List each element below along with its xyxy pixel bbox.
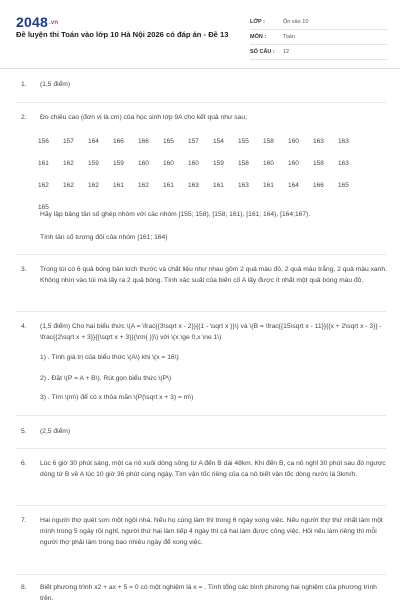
task-text: Tính tần số tương đối của nhóm [161; 164) <box>40 234 168 241</box>
table-cell: 165 <box>38 203 49 211</box>
logo-text: 2048 <box>16 14 48 30</box>
table-cell: 160 <box>288 159 299 167</box>
table-cell: 163 <box>338 137 349 145</box>
question-number: 8. <box>21 584 27 591</box>
table-cell: 158 <box>313 159 324 167</box>
meta-key: MÔN : <box>250 34 267 40</box>
header-divider <box>0 68 400 69</box>
divider <box>16 415 386 416</box>
divider <box>16 574 386 575</box>
table-cell: 166 <box>138 137 149 145</box>
meta-value: 12 <box>283 49 290 55</box>
table-cell: 165 <box>338 181 349 189</box>
question-number: 4. <box>21 323 27 330</box>
meta-key: SỐ CÂU : <box>250 49 275 55</box>
meta-row-count <box>250 45 388 60</box>
table-cell: 155 <box>238 137 249 145</box>
table-cell: 154 <box>213 137 224 145</box>
divider <box>16 254 386 255</box>
table-cell: 164 <box>288 181 299 189</box>
table-cell: 162 <box>88 181 99 189</box>
table-cell: 162 <box>63 159 74 167</box>
table-cell: 161 <box>113 181 124 189</box>
table-cell: 163 <box>313 137 324 145</box>
logo-suffix: .vn <box>48 20 59 27</box>
table-cell: 158 <box>238 159 249 167</box>
height-data-table <box>38 130 363 218</box>
part-text: 3) . Tìm \(m\) để có x thỏa mãn \(P(\sqrt x + 3) = m\) <box>40 394 194 401</box>
table-cell: 157 <box>63 137 74 145</box>
table-row <box>38 152 363 174</box>
question-text: Hai người thợ quét sơn một ngôi nhà. Nếu họ cùng làm thì trong 6 ngày xong việc. Nếu người thợ thứ nhất làm một mình trong 5 ngày rồi nghỉ, người thứ hai làm tiếp 4 ngày thì cả hai làm được công việc. Hỏi nếu làm riêng thì mỗi người thợ phải làm trong bao nhiêu ngày để xong việc. <box>40 517 383 546</box>
table-cell: 159 <box>213 159 224 167</box>
header <box>0 0 400 62</box>
table-row <box>38 130 363 152</box>
part-text: 2) . Đặt \(P = A + B\). Rút gọn biểu thức \(P\) <box>40 375 172 382</box>
table-cell: 160 <box>163 159 174 167</box>
table-cell: 160 <box>263 159 274 167</box>
question-text: Trong túi có 6 quả bóng bàn kích thước và chất liệu như nhau gồm 2 quả màu đỏ, 2 quả màu trắng, 2 quả màu xanh. Không nhìn vào túi mà lấy ra 2 quả bóng. Tính xác suất của biến cố A lấy được ít nhất một quả bóng màu đỏ. <box>40 266 387 284</box>
table-cell: 161 <box>163 181 174 189</box>
table-cell: 160 <box>288 137 299 145</box>
table-cell: 162 <box>63 181 74 189</box>
table-cell: 162 <box>138 181 149 189</box>
table-cell: 158 <box>263 137 274 145</box>
table-cell: 157 <box>188 137 199 145</box>
table-cell: 165 <box>163 137 174 145</box>
table-row <box>38 174 363 196</box>
site-logo[interactable] <box>16 14 58 30</box>
table-cell: 161 <box>38 159 49 167</box>
question-text: (2,5 điểm) <box>40 428 71 435</box>
question-intro: Đo chiều cao (đơn vị là cm) của học sinh lớp 9A cho kết quả như sau; <box>40 114 247 121</box>
table-cell: 159 <box>88 159 99 167</box>
question-number: 7. <box>21 517 27 524</box>
meta-info <box>250 15 388 60</box>
part-text: 1) . Tính giá trị của biểu thức \(A\) khi \(x = 16\) <box>40 354 179 361</box>
meta-value: Toán <box>283 34 295 40</box>
table-cell: 166 <box>113 137 124 145</box>
table-cell: 163 <box>188 181 199 189</box>
divider <box>16 448 386 449</box>
table-cell: 160 <box>188 159 199 167</box>
meta-key: LỚP : <box>250 19 265 25</box>
question-number: 6. <box>21 460 27 467</box>
table-cell: 160 <box>138 159 149 167</box>
table-cell: 161 <box>263 181 274 189</box>
meta-row-subject <box>250 30 388 45</box>
question-text: (1,5 điểm) Cho hai biểu thức \(A = \frac{{3\sqrt x - 2}}{{1 - \sqrt x }}\) và \(B = \frac{{15\sqrt x - 11}}{{x + 2\sqrt x - 3}} - \frac{{2\sqrt x + 3}}{{\sqrt x + 3}}{\rm{ }}\) với \(x \ge 0,x \ne 1\) <box>40 323 382 341</box>
meta-row-grade <box>250 15 388 30</box>
question-text: (1,5 điểm) <box>40 81 71 88</box>
table-cell: 159 <box>113 159 124 167</box>
page-title: Đề luyện thi Toán vào lớp 10 Hà Nội 2026 có đáp án - Đề 13 <box>16 30 229 39</box>
question-number: 5. <box>21 428 27 435</box>
table-cell: 163 <box>338 159 349 167</box>
task-text: Hãy lập bảng tần số ghép nhóm với các nhóm [155; 158), [158; 161), [161; 164), [164;167). <box>40 211 311 218</box>
question-number: 2. <box>21 114 27 121</box>
divider <box>16 311 386 312</box>
meta-value: Ôn vào 10 <box>283 19 309 25</box>
table-cell: 163 <box>238 181 249 189</box>
table-cell: 166 <box>313 181 324 189</box>
table-cell: 161 <box>213 181 224 189</box>
question-text: Biết phương trình x2 + ax + 5 = 0 có một nghiệm là x = . Tính tổng các bình phương hai nghiệm của phương trình trên. <box>40 584 377 602</box>
table-cell: 156 <box>38 137 49 145</box>
table-cell: 162 <box>38 181 49 189</box>
divider <box>16 505 386 506</box>
question-number: 3. <box>21 266 27 273</box>
question-number: 1. <box>21 81 27 88</box>
question-text: Lúc 6 giờ 30 phút sáng, một ca nô xuôi dòng sông từ A đến B dài 48km. Khi đến B, ca nô nghỉ 30 phút sau đó ngược dòng từ B về A lúc 10 giờ 36 phút cùng ngày. Tìm vận tốc riêng của ca nô biết vận tốc dòng nước là 3km/h. <box>40 460 386 478</box>
table-cell: 164 <box>88 137 99 145</box>
divider <box>16 102 386 103</box>
